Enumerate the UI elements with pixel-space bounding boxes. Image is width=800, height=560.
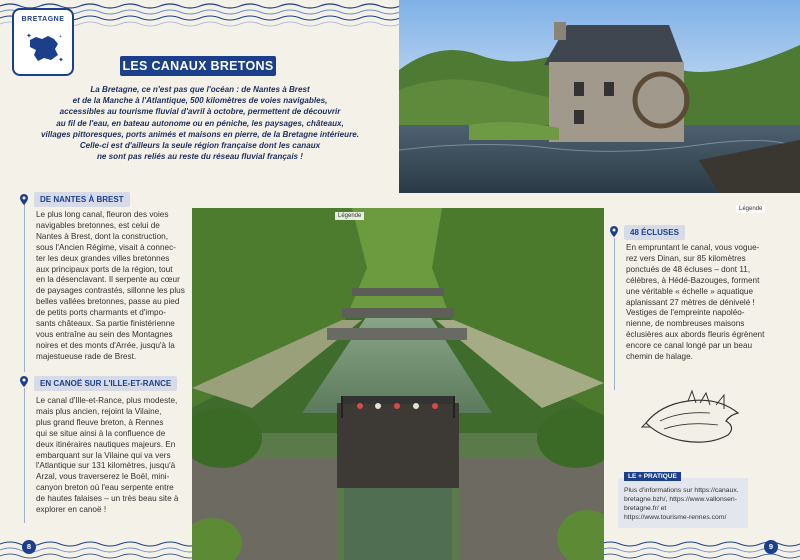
practical-info-tag: LE + PRATIQUE — [624, 472, 681, 481]
timeline-line — [24, 200, 25, 372]
section-heading-nantes: DE NANTES À BREST — [34, 192, 130, 207]
timeline-line — [24, 388, 25, 523]
page-number-right: 9 — [764, 540, 778, 554]
text-line: ponctués de 48 écluses – dont 11, — [626, 264, 751, 274]
section-heading-ecluses: 48 ÉCLUSES — [624, 225, 685, 240]
text-line: rez vers Dinan, sur 85 kilomètres — [626, 253, 746, 263]
intro-line: ne sont pas reliés au reste du réseau fluvial français ! — [96, 152, 304, 162]
section-text-nantes — [36, 210, 186, 363]
text-line: qui se situe ainsi à la confluence de — [36, 428, 166, 438]
text-line: Le plus long canal, fleuron des voies — [36, 210, 169, 219]
text-line: Arzal, vous traverserez le Boël, mini- — [36, 472, 170, 482]
timeline-line — [614, 238, 615, 390]
text-line: noires et des monts d'Arrée, jusqu'à la — [36, 340, 175, 350]
text-line: ter les deux grandes villes bretonnes — [36, 253, 170, 263]
text-line: majestueuse rade de Brest. — [36, 351, 137, 361]
location-pin-icon — [20, 194, 28, 205]
info-line: Plus d'informations sur https://canaux. — [624, 487, 739, 494]
text-line: sants châteaux. Sa partie finistérienne — [36, 319, 175, 329]
info-line: bretagne.fr/ et — [624, 504, 667, 512]
text-line: de paysages contrastés, sillonne les plus — [36, 286, 185, 296]
practical-info-box — [618, 473, 748, 528]
svg-text:✦: ✦ — [26, 33, 32, 40]
photo-mill — [399, 0, 800, 193]
svg-text:+: + — [59, 34, 62, 40]
practical-info-text — [624, 487, 744, 523]
text-line: l'Atlantique sur 131 kilomètres, jusqu'à — [36, 461, 176, 471]
text-line: vous entraîne au sein des Montagnes — [36, 329, 173, 339]
intro-line: au fil de l'eau, en bateau autonome ou en péniche, les paysages, châteaux, — [56, 118, 344, 128]
info-line: bretagne.bzh/, https://www.vallonsen- — [624, 495, 737, 503]
text-line: Nantes à Brest, dont la construction, — [36, 231, 168, 241]
text-line: navigables bretonnes, est celui de — [36, 220, 160, 230]
text-line: éclusières aux abords fleuris égrènent — [626, 330, 765, 340]
location-pin-icon — [610, 226, 618, 237]
text-line: Le canal d'Ille-et-Rance, plus modeste, — [36, 396, 178, 405]
text-line: en la désenclavant. Il serpente au cœur — [36, 275, 180, 285]
info-line: https://www.tourisme-rennes.com/ — [624, 513, 727, 521]
text-line: une véritable « échelle » aquatique — [626, 286, 754, 296]
page-title: LES CANAUX BRETONS — [120, 56, 276, 76]
text-line: En empruntant le canal, vous vogue- — [626, 243, 760, 252]
section-heading-canoe: EN CANOË SUR L'ILLE-ET-RANCE — [34, 376, 177, 391]
photo-legend-mill: Légende — [736, 205, 765, 213]
page-number-left: 8 — [22, 540, 36, 554]
text-line: plus grand fleuve breton, à Rennes — [36, 417, 164, 427]
text-line: explorer en canoë ! — [36, 505, 107, 515]
section-text-ecluses — [626, 243, 778, 363]
intro-paragraph — [40, 84, 360, 162]
text-line: chemin de halage. — [626, 352, 693, 362]
text-line: célèbres, à Hédé-Bazouges, forment — [626, 275, 760, 285]
location-pin-icon — [20, 376, 28, 387]
text-line: canyon breton où l'eau serpente entre — [36, 483, 174, 493]
text-line: deux itinéraires nautiques majeurs. En — [36, 439, 176, 449]
photo-canal-locks — [192, 208, 604, 560]
intro-line: et de la Manche à l'Atlantique, 500 kilomètres de voies navigables, — [72, 96, 328, 106]
intro-line: Celle-ci est d'ailleurs la seule région française dont les canaux — [79, 141, 321, 151]
bretagne-map-icon — [24, 28, 66, 68]
region-badge — [12, 8, 74, 76]
text-line: mais plus ancien, rejoint la Vilaine, — [36, 406, 162, 416]
intro-line: La Bretagne, ce n'est pas que l'océan : de Nantes à Brest — [90, 85, 310, 94]
text-line: aplanissant 27 mètres de dénivelé ! — [626, 297, 755, 307]
text-line: aux principaux ports de la région, tout — [36, 264, 173, 274]
text-line: de hautes falaises – un très beau site à — [36, 494, 179, 504]
text-line: embarquant sur la Vilaine qui va vers — [36, 450, 171, 460]
photo-legend-canal: Légende — [335, 212, 364, 220]
text-line: sous l'Ancien Régime, visait à connec- — [36, 242, 176, 252]
text-line: de petits ports charmants et d'impo- — [36, 308, 166, 318]
badge-label: BRETAGNE — [21, 16, 65, 23]
text-line: encore ce canal longé par un beau — [626, 341, 753, 351]
text-line: Vestiges de l'empreinte napoléo- — [626, 308, 745, 318]
intro-line: villages pittoresques, ports animés et maisons en pierre, de la Bretagne intérieure. — [40, 129, 359, 139]
svg-text:✦: ✦ — [58, 57, 64, 64]
text-line: belles vallées bretonnes, passe au pied — [36, 297, 180, 307]
seashell-illustration — [640, 385, 744, 451]
intro-line: accessibles au tourisme fluvial d'avril à octobre, permettent de découvrir — [59, 107, 341, 117]
section-text-canoe — [36, 396, 186, 516]
text-line: nienne, de nombreuses maisons — [626, 319, 745, 329]
